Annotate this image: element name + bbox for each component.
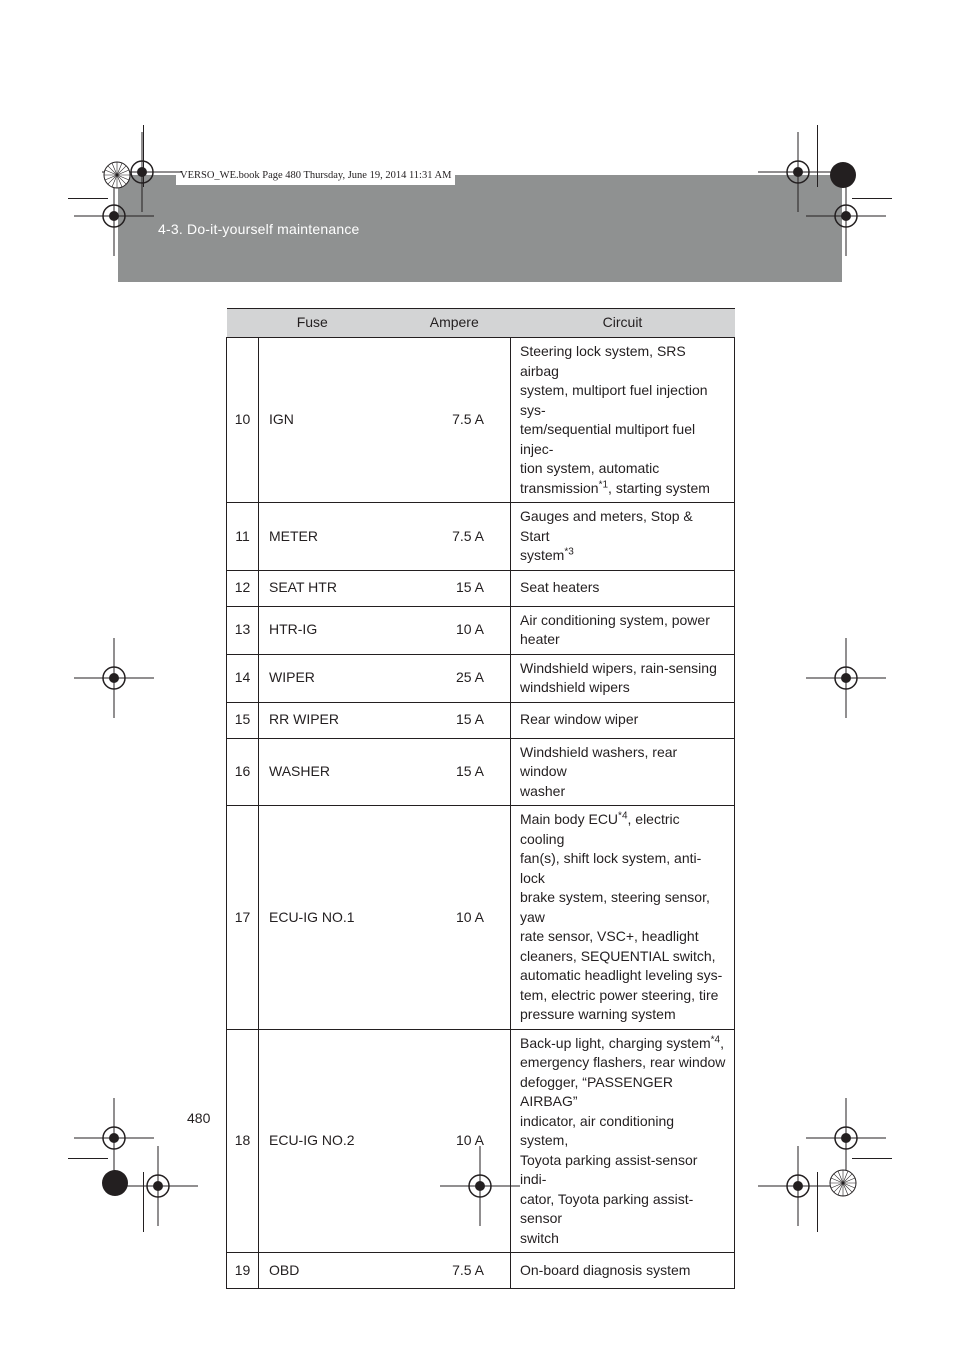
fuse-ampere: 7.5 A xyxy=(398,503,511,571)
fuse-ampere: 7.5 A xyxy=(398,338,511,503)
table-row xyxy=(227,1029,735,1253)
circuit-line: pressure warning system xyxy=(520,1006,676,1022)
fuse-ampere: 15 A xyxy=(398,570,511,606)
table-row xyxy=(227,338,735,503)
circuit-line: cator, Toyota parking assist-sensor xyxy=(520,1190,694,1226)
print-stamp: VERSO_WE.book Page 480 Thursday, June 19, 2014 11:31 AM xyxy=(176,167,455,185)
circuit-line: fan(s), shift lock system, anti-lock xyxy=(520,850,702,886)
circuit-line: brake system, steering sensor, yaw xyxy=(520,889,710,925)
dark-disc-icon xyxy=(102,1170,128,1196)
dark-disc-icon xyxy=(830,162,856,188)
registration-mark-icon xyxy=(118,1146,198,1226)
table-row xyxy=(227,503,735,571)
footnote-marker: *4 xyxy=(618,810,628,822)
fuse-name: RR WIPER xyxy=(259,702,399,738)
fuse-ampere: 10 A xyxy=(398,606,511,654)
circuit-text: Main body ECU xyxy=(520,811,619,827)
registration-mark-icon xyxy=(806,176,886,256)
circuit-line: rate sensor, VSC+, headlight xyxy=(520,928,699,944)
fuse-name: SEAT HTR xyxy=(259,570,399,606)
fuse-name: HTR-IG xyxy=(259,606,399,654)
fuse-circuit xyxy=(511,606,735,654)
fuse-number: 13 xyxy=(227,606,259,654)
header-fuse: Fuse xyxy=(227,309,399,338)
fuse-number: 12 xyxy=(227,570,259,606)
fuse-number: 10 xyxy=(227,338,259,503)
fuse-name: OBD xyxy=(259,1253,399,1289)
circuit-line: cleaners, SEQUENTIAL switch, xyxy=(520,947,716,964)
footnote-marker: *1 xyxy=(598,478,609,490)
fuse-number: 19 xyxy=(227,1253,259,1289)
table-row xyxy=(227,806,735,1030)
circuit-line: Air conditioning system, power xyxy=(520,611,710,628)
circuit-line xyxy=(520,546,726,566)
page-number: 480 xyxy=(187,1110,211,1126)
table-row xyxy=(227,1253,735,1289)
fuse-circuit xyxy=(511,738,735,806)
fuse-ampere: 15 A xyxy=(398,738,511,806)
circuit-text: system xyxy=(520,547,565,563)
circuit-line: indicator, air conditioning system, xyxy=(520,1112,675,1148)
footnote-marker: *4 xyxy=(710,1033,721,1045)
fuse-name: METER xyxy=(259,503,399,571)
registration-mark-icon xyxy=(758,1146,838,1226)
fuse-circuit xyxy=(511,338,735,503)
registration-mark-icon xyxy=(74,638,154,718)
fuse-circuit: On-board diagnosis system xyxy=(511,1253,735,1289)
fuse-number: 17 xyxy=(227,806,259,1030)
fuse-ampere: 7.5 A xyxy=(398,1253,511,1289)
circuit-text: , starting system xyxy=(608,479,710,496)
section-header-band xyxy=(118,175,842,282)
crop-mark xyxy=(68,1158,108,1159)
section-title: 4-3. Do-it-yourself maintenance xyxy=(158,221,360,237)
circuit-line: Windshield wipers, rain-sensing xyxy=(520,659,717,676)
crop-mark xyxy=(817,125,818,187)
circuit-line xyxy=(520,1034,726,1054)
fuse-circuit xyxy=(511,806,735,1030)
starburst-disc-icon xyxy=(828,1168,858,1198)
table-row xyxy=(227,738,735,806)
circuit-line: tem, electric power steering, tire xyxy=(520,986,719,1003)
circuit-line xyxy=(520,810,726,849)
fuse-table xyxy=(226,308,735,1289)
circuit-text: transmission xyxy=(520,479,599,496)
fuse-circuit: Seat heaters xyxy=(511,570,735,606)
fuse-circuit xyxy=(511,503,735,571)
fuse-circuit: Rear window wiper xyxy=(511,702,735,738)
fuse-name: WASHER xyxy=(259,738,399,806)
circuit-line: emergency flashers, rear window xyxy=(520,1054,726,1070)
circuit-line: Toyota parking assist-sensor indi- xyxy=(520,1151,698,1187)
circuit-line: tem/sequential multiport fuel injec- xyxy=(520,421,696,457)
fuse-ampere: 10 A xyxy=(398,1029,511,1253)
circuit-line: tion system, automatic xyxy=(520,460,660,476)
circuit-line: windshield wipers xyxy=(520,679,630,695)
circuit-text: Back-up light, charging system xyxy=(520,1034,711,1051)
fuse-ampere: 15 A xyxy=(398,702,511,738)
fuse-number: 11 xyxy=(227,503,259,571)
circuit-line: Windshield washers, rear window xyxy=(520,743,678,779)
circuit-line: defogger, “PASSENGER AIRBAG” xyxy=(520,1073,674,1109)
circuit-line: washer xyxy=(520,782,566,799)
circuit-text: , xyxy=(720,1034,724,1051)
circuit-line: Steering lock system, SRS airbag xyxy=(520,343,686,379)
circuit-line: automatic headlight leveling sys- xyxy=(520,967,723,983)
circuit-line: system, multiport fuel injection sys- xyxy=(520,382,708,418)
fuse-name: WIPER xyxy=(259,654,399,702)
fuse-name: ECU-IG NO.2 xyxy=(259,1029,399,1253)
crop-mark xyxy=(143,125,144,187)
table-row xyxy=(227,570,735,606)
table-row xyxy=(227,606,735,654)
header-circuit: Circuit xyxy=(511,309,735,338)
table-header-row xyxy=(227,309,735,338)
fuse-circuit xyxy=(511,654,735,702)
fuse-name: ECU-IG NO.1 xyxy=(259,806,399,1030)
circuit-line: Gauges and meters, Stop & Start xyxy=(520,508,693,544)
footnote-marker: *3 xyxy=(564,546,574,558)
circuit-line xyxy=(520,479,726,499)
registration-mark-icon xyxy=(806,638,886,718)
fuse-name: IGN xyxy=(259,338,399,503)
fuse-number: 15 xyxy=(227,702,259,738)
crop-mark xyxy=(143,1172,144,1232)
fuse-number: 14 xyxy=(227,654,259,702)
crop-mark xyxy=(852,1158,892,1159)
fuse-ampere: 10 A xyxy=(398,806,511,1030)
crop-mark xyxy=(68,198,108,199)
table-row xyxy=(227,654,735,702)
crop-mark xyxy=(852,198,892,199)
crop-mark xyxy=(817,1172,818,1232)
starburst-disc-icon xyxy=(102,160,132,190)
fuse-circuit xyxy=(511,1029,735,1253)
circuit-line: switch xyxy=(520,1229,559,1246)
header-ampere: Ampere xyxy=(398,309,511,338)
circuit-line: heater xyxy=(520,631,560,647)
table-row xyxy=(227,702,735,738)
fuse-number: 18 xyxy=(227,1029,259,1253)
fuse-number: 16 xyxy=(227,738,259,806)
circuit-text: , electric cooling xyxy=(520,811,680,847)
fuse-ampere: 25 A xyxy=(398,654,511,702)
